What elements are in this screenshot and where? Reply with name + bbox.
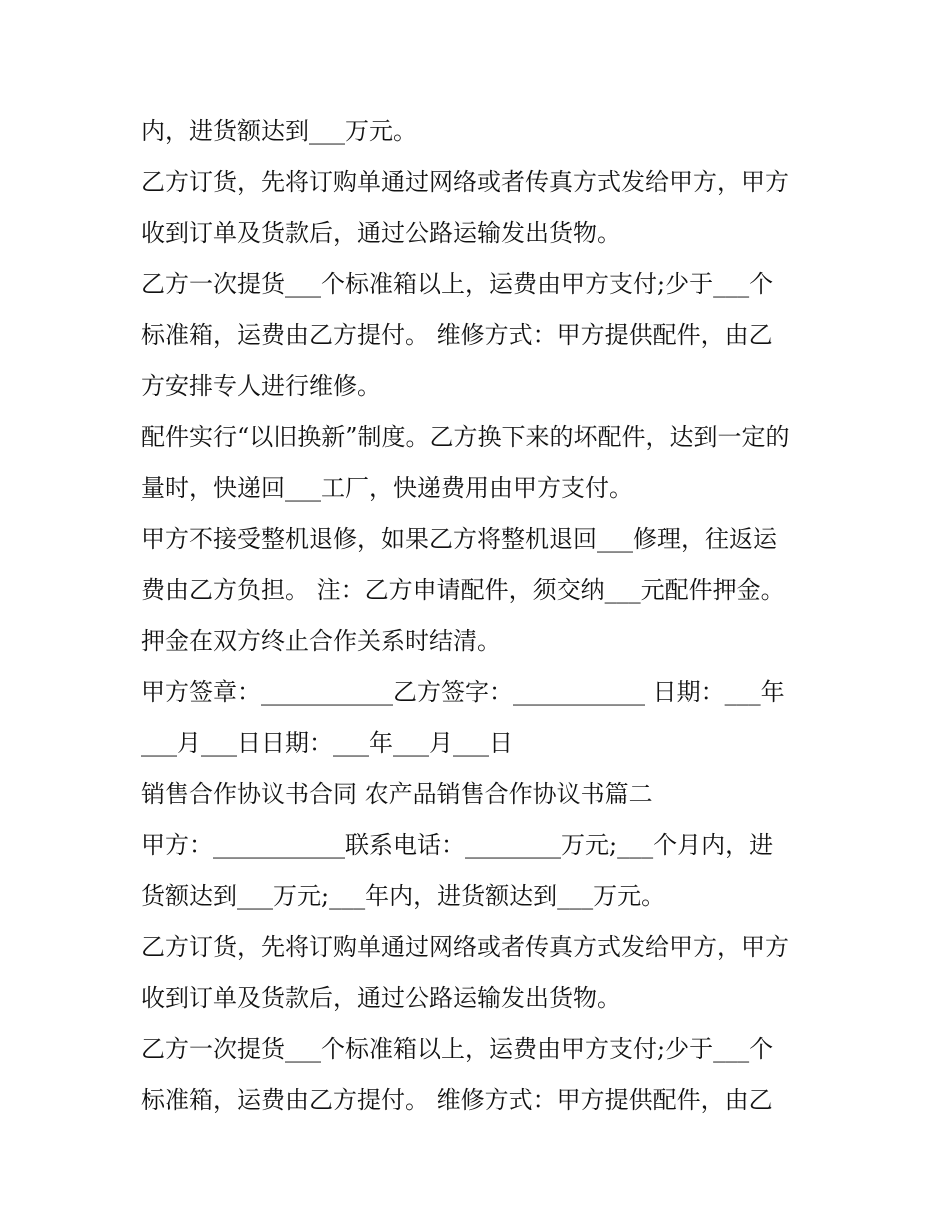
text-line: 甲方不接受整机退修，如果乙方将整机退回___修理，往返运 <box>141 525 777 553</box>
text-line: 收到订单及货款后，通过公路运输发出货物。 <box>141 984 621 1012</box>
text-line: 甲方：___________联系电话：________万元;___个月内，进 <box>141 831 774 859</box>
text-line: 乙方一次提货___个标准箱以上，运费由甲方支付;少于___个 <box>141 270 774 298</box>
text-line: 收到订单及货款后，通过公路运输发出货物。 <box>141 219 621 247</box>
text-line: 费由乙方负担。 注：乙方申请配件，须交纳___元配件押金。 <box>141 576 785 604</box>
section-title: 销售合作协议书合同 农产品销售合作协议书篇二 <box>141 780 653 808</box>
document-body <box>141 106 821 1126</box>
text-line: 量时，快递回___工厂，快递费用由甲方支付。 <box>141 474 633 502</box>
text-line: 方安排专人进行维修。 <box>141 372 381 400</box>
text-line: 乙方订货，先将订购单通过网络或者传真方式发给甲方，甲方 <box>141 168 789 196</box>
text-line: 内，进货额达到___万元。 <box>141 117 417 145</box>
text-line: 货额达到___万元;___年内，进货额达到___万元。 <box>141 882 666 910</box>
date-line: ___月___日日期：___年___月___日 <box>141 729 513 757</box>
text-line: 乙方订货，先将订购单通过网络或者传真方式发给甲方，甲方 <box>141 933 789 961</box>
text-line: 标准箱，运费由乙方提付。 维修方式：甲方提供配件，由乙 <box>141 1086 773 1114</box>
text-line: 标准箱，运费由乙方提付。 维修方式：甲方提供配件，由乙 <box>141 321 773 349</box>
signature-line: 甲方签章：___________乙方签字：___________ 日期：___年 <box>141 678 785 706</box>
text-line: 配件实行“以旧换新”制度。乙方换下来的坏配件，达到一定的 <box>141 423 790 451</box>
text-line: 乙方一次提货___个标准箱以上，运费由甲方支付;少于___个 <box>141 1035 774 1063</box>
text-line: 押金在双方终止合作关系时结清。 <box>141 627 501 655</box>
